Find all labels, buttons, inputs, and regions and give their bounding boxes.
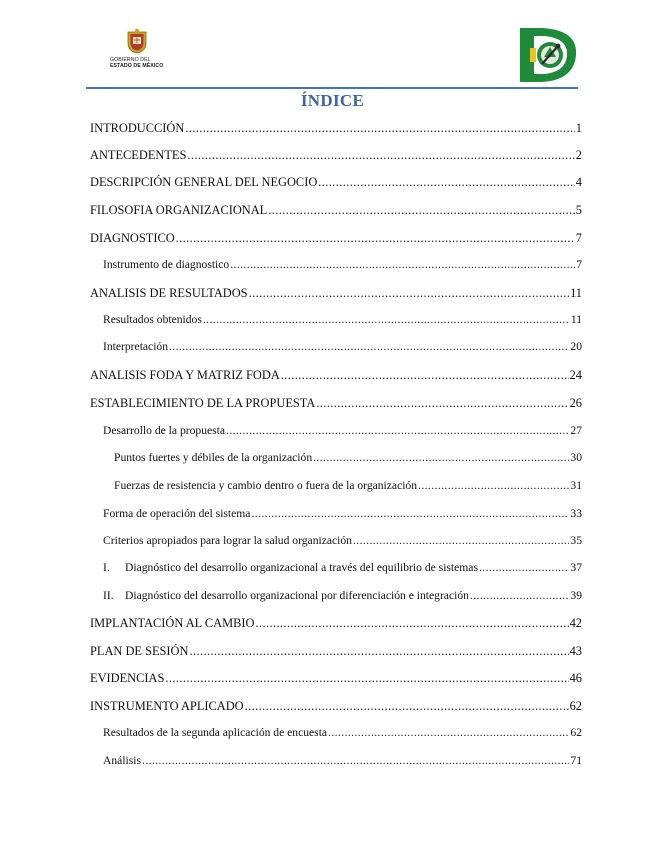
toc-entry-leader <box>187 148 574 163</box>
toc-entry[interactable] <box>103 258 582 274</box>
toc-entry[interactable] <box>103 754 582 770</box>
toc-entry-label: ANALISIS FODA Y MATRIZ FODA <box>90 368 280 382</box>
toc-entry-page: 1 <box>575 121 582 135</box>
government-logo-text <box>110 57 170 69</box>
toc-entry-leader <box>230 258 575 271</box>
toc-entry[interactable] <box>90 616 582 632</box>
toc-entry-page: 4 <box>575 175 582 189</box>
toc-entry-page: 62 <box>570 726 582 739</box>
toc-entry[interactable] <box>103 313 582 329</box>
toc-entry-label: Interpretación <box>103 340 169 353</box>
toc-entry-leader <box>165 671 568 686</box>
toc-entry-label: Análisis <box>103 754 142 767</box>
page-header <box>0 0 655 92</box>
toc-entry-page: 71 <box>570 754 582 767</box>
toc-entry-page: 26 <box>569 396 582 410</box>
toc-entry-leader <box>328 726 569 739</box>
toc-entry-label <box>103 561 478 574</box>
toc-entry[interactable] <box>90 148 582 164</box>
toc-entry-leader <box>251 507 569 520</box>
gov-logo-line-2: ESTADO DE MÉXICO <box>110 63 164 69</box>
toc-entry-leader <box>268 203 575 218</box>
toc-entry-page: 42 <box>569 616 582 630</box>
toc-entry[interactable] <box>90 175 582 191</box>
toc-entry-label: Criterios apropiados para lograr la salud organización <box>103 534 352 547</box>
toc-entry[interactable] <box>103 726 582 742</box>
toc-entry-leader <box>316 396 568 411</box>
toc-entry-page: 37 <box>570 561 582 574</box>
toc-entry-page: 24 <box>569 368 582 382</box>
institution-logo-icon <box>520 26 578 84</box>
toc-entry-label <box>103 589 469 602</box>
toc-entry-label: DIAGNOSTICO <box>90 231 175 245</box>
toc-entry-numeral: I. <box>103 561 110 574</box>
toc-entry-leader <box>479 561 569 574</box>
toc-entry-label: FILOSOFIA ORGANIZACIONAL <box>90 203 268 217</box>
toc-entry-page: 7 <box>575 231 582 245</box>
toc-entry-page: 7 <box>576 258 582 271</box>
toc-entry[interactable] <box>90 231 582 247</box>
toc-entry-leader <box>281 368 569 383</box>
toc-entry-label: INTRODUCCIÓN <box>90 121 185 135</box>
toc-entry-page: 46 <box>569 671 582 685</box>
toc-entry-leader <box>245 699 569 714</box>
toc-entry-leader <box>176 231 575 246</box>
toc-entry-text: Diagnóstico del desarrollo organizacional a través del equilibrio de sistemas <box>125 561 478 574</box>
toc-entry[interactable] <box>103 340 582 356</box>
toc-entry-label: Instrumento de diagnostico <box>103 258 230 271</box>
toc-entry-leader <box>249 286 569 301</box>
header-rule <box>86 87 578 89</box>
toc-entry[interactable] <box>90 203 582 219</box>
toc-entry-leader <box>169 340 569 353</box>
toc-entry-label: ANTECEDENTES <box>90 148 187 162</box>
toc-entry-page: 5 <box>575 203 582 217</box>
toc-entry-leader <box>226 424 569 437</box>
toc-entry[interactable] <box>90 286 582 302</box>
toc-entry[interactable] <box>103 561 582 577</box>
toc-entry[interactable] <box>90 699 582 715</box>
government-logo <box>110 28 164 83</box>
toc-entry-label: Resultados de la segunda aplicación de encuesta <box>103 726 328 739</box>
toc-entry-page: 30 <box>570 451 582 464</box>
toc-entry-label: Resultados obtenidos <box>103 313 202 326</box>
toc-entry[interactable] <box>103 424 582 440</box>
toc-entry-label: PLAN DE SESIÓN <box>90 644 189 658</box>
toc-entry-numeral: II. <box>103 589 114 602</box>
toc-entry[interactable] <box>90 121 582 137</box>
toc-entry[interactable] <box>103 534 582 550</box>
toc-entry-leader <box>189 644 568 659</box>
toc-entry-page: 33 <box>570 507 582 520</box>
state-crest-icon <box>126 28 148 54</box>
toc-entry-leader <box>203 313 570 326</box>
toc-entry-text: Diagnóstico del desarrollo organizacional por diferenciación e integración <box>125 589 469 602</box>
toc-entry-label: EVIDENCIAS <box>90 671 165 685</box>
toc-entry-label: Desarrollo de la propuesta <box>103 424 226 437</box>
toc-entry-label: DESCRIPCIÓN GENERAL DEL NEGOCIO <box>90 175 318 189</box>
toc-entry-page: 11 <box>570 286 582 300</box>
toc-entry-label: INSTRUMENTO APLICADO <box>90 699 244 713</box>
toc-entry-page: 27 <box>570 424 582 437</box>
toc-entry-page: 20 <box>570 340 582 353</box>
toc-entry-label: Puntos fuertes y débiles de la organización <box>114 451 313 464</box>
toc-entry-leader <box>142 754 569 767</box>
toc-entry-label: Fuerzas de resistencia y cambio dentro o fuera de la organización <box>114 479 418 492</box>
gov-logo-line-1: GOBIERNO DEL <box>110 57 151 63</box>
toc-entry-page: 2 <box>575 148 582 162</box>
toc-entry-label: Forma de operación del sistema <box>103 507 251 520</box>
toc-entry-leader <box>185 121 574 136</box>
toc-entry-leader <box>255 616 568 631</box>
toc-entry[interactable] <box>114 479 582 495</box>
toc-entry[interactable] <box>103 589 582 605</box>
toc-entry-page: 62 <box>569 699 582 713</box>
toc-entry-page: 31 <box>570 479 582 492</box>
toc-entry-page: 43 <box>569 644 582 658</box>
toc-entry-label: ESTABLECIMIENTO DE LA PROPUESTA <box>90 396 316 410</box>
toc-entry[interactable] <box>90 671 582 687</box>
toc-entry[interactable] <box>90 368 582 384</box>
toc-entry[interactable] <box>90 644 582 660</box>
toc-entry-page: 35 <box>570 534 582 547</box>
toc-entry-label: ANALISIS DE RESULTADOS <box>90 286 248 300</box>
toc-entry-label: IMPLANTACIÓN AL CAMBIO <box>90 616 255 630</box>
toc-entry-page: 39 <box>570 589 582 602</box>
page-title: ÍNDICE <box>300 91 365 110</box>
toc-entry-leader <box>470 589 569 602</box>
toc-entry-page: 11 <box>570 313 582 326</box>
toc-entry-leader <box>318 175 575 190</box>
toc-entry-leader <box>418 479 569 492</box>
toc-entry-leader <box>313 451 569 464</box>
toc-entry[interactable] <box>114 451 582 467</box>
toc-entry[interactable] <box>103 507 582 523</box>
toc-entry[interactable] <box>90 396 582 412</box>
toc-entry-leader <box>353 534 569 547</box>
